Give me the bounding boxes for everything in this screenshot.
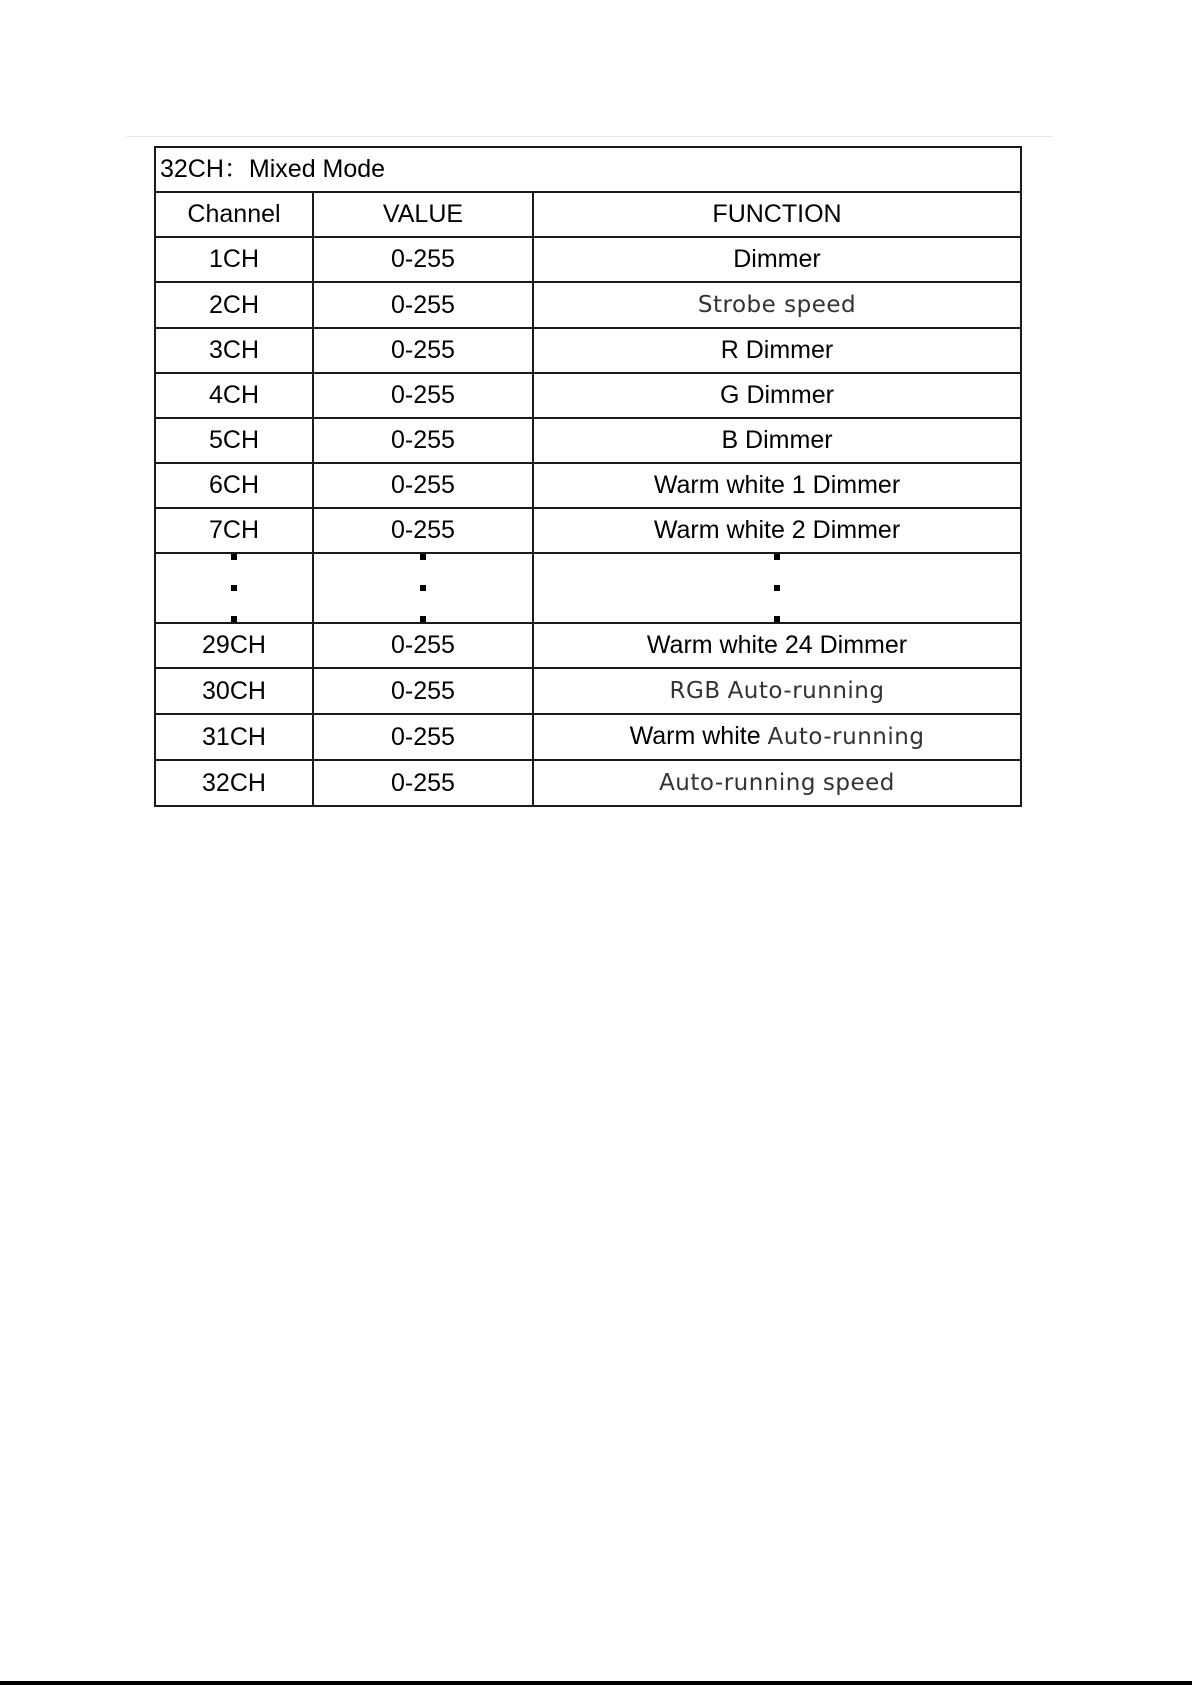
function-cell [533, 282, 1021, 328]
function-text: Auto-running [727, 678, 885, 704]
table-row [155, 237, 1021, 282]
table-row [155, 714, 1021, 760]
ellipsis-row [155, 553, 1021, 623]
table-row [155, 373, 1021, 418]
channel-cell: 30CH [155, 668, 313, 714]
vertical-ellipsis-icon [774, 554, 780, 622]
table-row [155, 623, 1021, 668]
function-text: RGB [669, 678, 721, 704]
table-row [155, 463, 1021, 508]
table-row [155, 668, 1021, 714]
table-row [155, 418, 1021, 463]
vertical-ellipsis-icon [231, 554, 237, 622]
channel-cell: 31CH [155, 714, 313, 760]
value-cell: 0-255 [313, 237, 533, 282]
function-cell: Warm white 1 Dimmer [533, 463, 1021, 508]
header-function: FUNCTION [533, 192, 1021, 237]
page-top-rule [126, 136, 1053, 137]
value-cell: 0-255 [313, 623, 533, 668]
value-cell: 0-255 [313, 328, 533, 373]
page-bottom-edge [0, 1681, 1192, 1685]
function-text: Auto-running [659, 770, 816, 796]
function-text: speed [822, 770, 895, 796]
header-value: VALUE [313, 192, 533, 237]
value-cell: 0-255 [313, 373, 533, 418]
value-cell: 0-255 [313, 714, 533, 760]
channel-cell: 3CH [155, 328, 313, 373]
function-cell [533, 668, 1021, 714]
channel-cell: 4CH [155, 373, 313, 418]
function-cell: Dimmer [533, 237, 1021, 282]
value-cell: 0-255 [313, 418, 533, 463]
channel-cell: 1CH [155, 237, 313, 282]
function-cell: B Dimmer [533, 418, 1021, 463]
function-cell: G Dimmer [533, 373, 1021, 418]
table-header-row [155, 192, 1021, 237]
value-cell: 0-255 [313, 508, 533, 553]
ellipsis-cell-value [313, 553, 533, 623]
value-cell: 0-255 [313, 282, 533, 328]
function-cell: Warm white 24 Dimmer [533, 623, 1021, 668]
function-text: Auto-running [767, 724, 925, 750]
table-title-row [155, 147, 1021, 192]
function-cell [533, 714, 1021, 760]
function-cell [533, 760, 1021, 806]
channel-cell: 7CH [155, 508, 313, 553]
function-text: Strobe speed [697, 292, 857, 318]
table-row [155, 328, 1021, 373]
header-channel: Channel [155, 192, 313, 237]
function-cell: Warm white 2 Dimmer [533, 508, 1021, 553]
ellipsis-cell-channel [155, 553, 313, 623]
value-cell: 0-255 [313, 668, 533, 714]
vertical-ellipsis-icon [420, 554, 426, 622]
ellipsis-cell-function [533, 553, 1021, 623]
channel-cell: 2CH [155, 282, 313, 328]
table-title: 32CH：Mixed Mode [155, 147, 1021, 192]
dmx-channel-table [154, 146, 1022, 807]
value-cell: 0-255 [313, 463, 533, 508]
function-cell: R Dimmer [533, 328, 1021, 373]
table-row [155, 282, 1021, 328]
function-text: Warm white [629, 722, 761, 750]
table-row [155, 508, 1021, 553]
channel-cell: 5CH [155, 418, 313, 463]
table-row [155, 760, 1021, 806]
channel-cell: 32CH [155, 760, 313, 806]
value-cell: 0-255 [313, 760, 533, 806]
channel-cell: 6CH [155, 463, 313, 508]
channel-cell: 29CH [155, 623, 313, 668]
